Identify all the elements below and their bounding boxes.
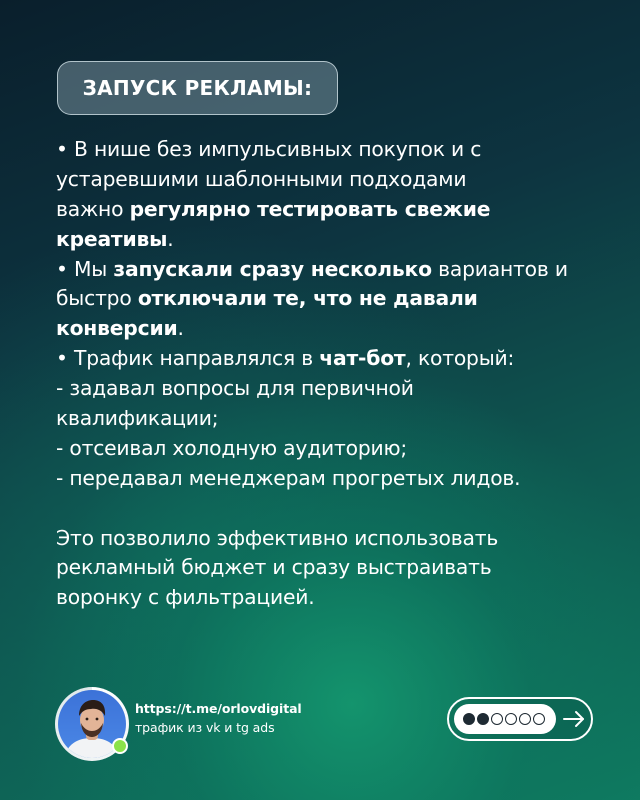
text-segment: - задавал вопросы для первичной (56, 376, 414, 401)
text-line (56, 135, 634, 165)
text-segment: - передавал менеджерам прогретых лидов. (56, 465, 521, 490)
text-segment: • Трафик направлялся в (56, 346, 320, 371)
page-dot-empty-icon (519, 713, 531, 725)
post-body (56, 135, 634, 613)
text-line (56, 404, 634, 434)
text-line (56, 284, 634, 314)
text-line (56, 314, 634, 344)
text-segment: быстро (56, 286, 138, 311)
page-dot-empty-icon (505, 713, 517, 725)
arrow-right-icon (561, 705, 587, 733)
text-segment: - отсеивал холодную аудиторию; (56, 435, 407, 460)
bold-text: креативы (56, 226, 168, 251)
page-dot-empty-icon (533, 713, 545, 725)
page-dot-empty-icon (491, 713, 503, 725)
page-dot-filled-icon (477, 713, 489, 725)
bold-text: запускали сразу несколько (113, 256, 432, 281)
text-segment: воронку с фильтрацией. (56, 585, 315, 610)
bold-text: чат-бот (319, 346, 406, 371)
text-line (56, 583, 634, 613)
paragraph-gap (56, 494, 634, 524)
channel-link[interactable]: https://t.me/orlovdigital (135, 701, 302, 716)
text-line (56, 553, 634, 583)
text-line (56, 255, 634, 285)
channel-subtitle: трафик из vk и tg ads (135, 720, 275, 735)
text-segment: квалификации; (56, 406, 219, 431)
text-segment: рекламный бюджет и сразу выстраивать (56, 555, 492, 580)
text-segment: вариантов и (431, 256, 568, 281)
text-segment: . (167, 226, 174, 251)
pager-button[interactable] (447, 697, 593, 741)
text-segment: • В нише без импульсивных покупок и с (56, 137, 482, 161)
text-segment: . (177, 316, 184, 341)
bold-text: регулярно тестировать свежие (129, 196, 491, 221)
title-text: ЗАПУСК РЕКЛАМЫ: (82, 76, 313, 100)
text-line (56, 195, 634, 225)
text-segment: • Мы (56, 256, 114, 281)
text-segment: , который: (405, 346, 515, 371)
text-line (56, 434, 634, 464)
title-badge (57, 61, 338, 115)
text-segment: устаревшими шаблонными подходами (56, 166, 467, 191)
bold-text: конверсии (56, 316, 178, 341)
online-dot-icon (112, 738, 128, 754)
page-indicator (454, 704, 556, 734)
text-line (56, 524, 634, 554)
text-segment: важно (56, 196, 130, 221)
page-dot-filled-icon (463, 713, 475, 725)
text-line (56, 344, 634, 374)
text-segment: Это позволило эффективно использовать (56, 525, 499, 550)
text-line (56, 464, 634, 494)
bold-text: отключали те, что не давали (137, 286, 478, 311)
text-line (56, 165, 634, 195)
text-line (56, 225, 634, 255)
text-line (56, 374, 634, 404)
